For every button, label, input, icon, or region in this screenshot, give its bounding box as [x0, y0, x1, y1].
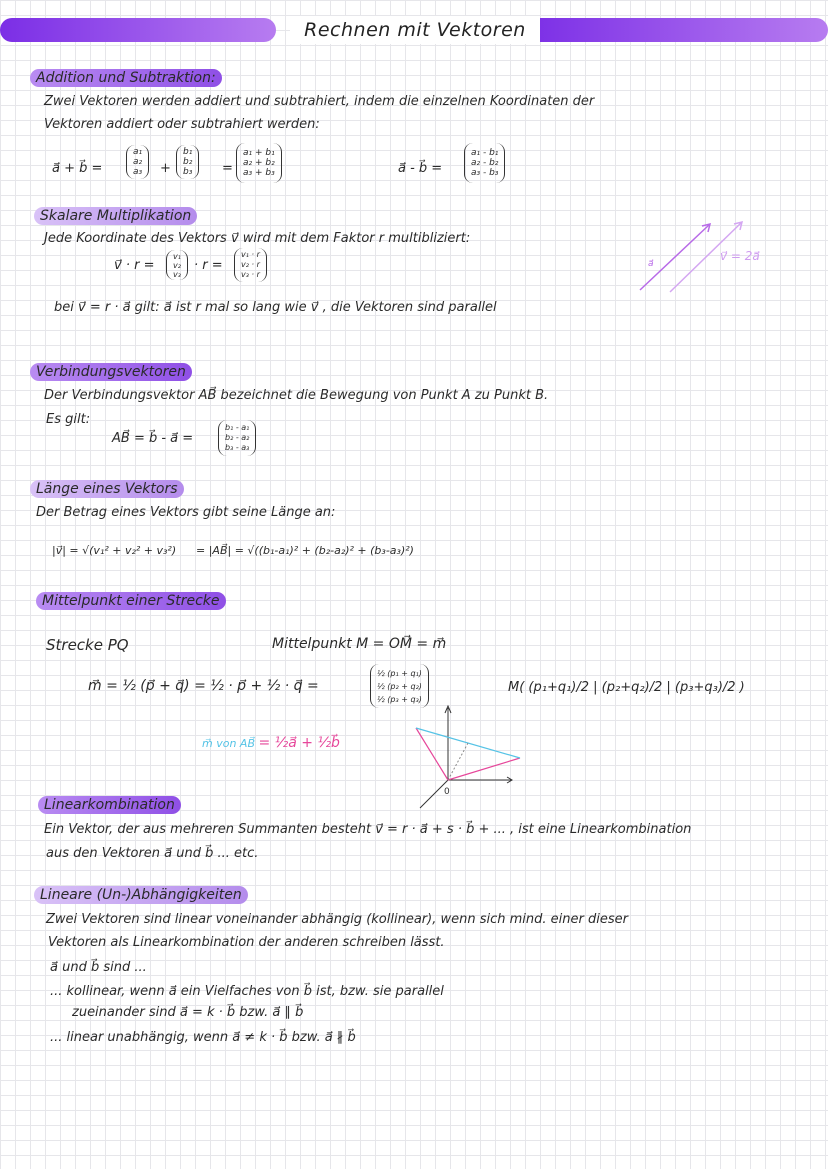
vector-vr-1: v₁ · r — [241, 250, 260, 259]
vector-ab-2: b₂ - a₂ — [225, 433, 250, 442]
abhaengig-text-6: ... linear unabhängig, wenn a⃗ ≠ k · b⃗ bzw. a⃗ ∦ b⃗ — [50, 1030, 356, 1045]
verbindung-text-2: Es gilt: — [46, 412, 91, 427]
linear-text-1: Ein Vektor, der aus mehreren Summanten besteht v⃗ = r · a⃗ + s · b⃗ + ... , ist eine Linearkombination — [44, 822, 692, 837]
subtraction-lhs: a⃗ - b⃗ = — [398, 161, 443, 176]
m-von-ab — [202, 735, 340, 751]
vector-b — [176, 145, 199, 179]
m-von-ab-prefix: m⃗ von AB⃗ — [202, 737, 255, 750]
heading-abhaengig: Lineare (Un-)Abhängigkeiten — [34, 886, 248, 904]
vector-diff-3: a₃ - b₃ — [471, 168, 499, 178]
vector-m-1: ½ (p₁ + q₁) — [377, 668, 422, 678]
heading-addition: Addition und Subtraktion: — [30, 69, 222, 87]
skalar-lhs: v⃗ · r = — [114, 258, 155, 273]
vector-sum-1: a₁ + b₁ — [243, 148, 275, 158]
vector-b-2: b₂ — [183, 157, 193, 167]
vector-ab-1: b₁ - a₁ — [225, 423, 250, 432]
strecke-label: Strecke PQ — [46, 636, 129, 654]
heading-mittelpunkt: Mittelpunkt einer Strecke — [36, 592, 226, 610]
laenge-formula-1: |v⃗| = √(v₁² + v₂² + v₃²) — [52, 544, 177, 557]
vector-sum — [236, 143, 282, 183]
verbindung-text-1: Der Verbindungsvektor AB⃗ bezeichnet die Bewegung von Punkt A zu Punkt B. — [44, 388, 549, 403]
laenge-text: Der Betrag eines Vektors gibt seine Länge an: — [36, 505, 336, 520]
abhaengig-text-4: ... kollinear, wenn a⃗ ein Vielfaches von b⃗ ist, bzw. sie parallel — [50, 984, 444, 999]
vector-a-1: a₁ — [133, 147, 143, 157]
sketch-label-v: v⃗ = 2a⃗ — [720, 249, 760, 263]
origin-label: 0 — [444, 787, 450, 797]
parallel-vectors-sketch — [630, 210, 820, 300]
m-von-ab-value: = ½a⃗ + ½b⃗ — [258, 735, 340, 751]
vector-a-3: a₃ — [133, 167, 143, 177]
vector-vr-2: v₂ · r — [241, 260, 260, 269]
vector-diff-2: a₂ - b₂ — [471, 158, 499, 168]
vector-m-3: ½ (p₃ + q₃) — [377, 694, 422, 704]
laenge-formula-2: = |AB⃗| = √((b₁-a₁)² + (b₂-a₂)² + (b₃-a₃)²) — [196, 544, 414, 557]
abhaengig-text-2: Vektoren als Linearkombination der anderen schreiben lässt. — [48, 935, 445, 950]
vector-sum-3: a₃ + b₃ — [243, 168, 275, 178]
heading-linear: Linearkombination — [38, 796, 181, 814]
vector-ab — [218, 420, 256, 456]
abhaengig-text-1: Zwei Vektoren sind linear voneinander abhängig (kollinear), wenn sich mind. einer dieser — [46, 912, 628, 927]
plus-sign: + — [160, 161, 171, 176]
skalar-text-2: bei v⃗ = r · a⃗ gilt: a⃗ ist r mal so lang wie v⃗ , die Vektoren sind parallel — [54, 300, 497, 315]
vector-v — [166, 250, 188, 280]
addition-lhs: a⃗ + b⃗ = — [52, 161, 103, 176]
banner-bar-right — [526, 18, 828, 42]
vector-vr-3: v₃ · r — [241, 270, 260, 279]
mittelpunkt-formula: m⃗ = ½ (p⃗ + q⃗) = ½ · p⃗ + ½ · q⃗ = — [88, 678, 319, 694]
vector-q-line — [448, 758, 520, 780]
skalar-times-r: · r = — [194, 258, 223, 273]
verbindung-formula: AB⃗ = b⃗ - a⃗ = — [112, 431, 194, 446]
mittelpunkt-label: Mittelpunkt M = OM⃗ = m⃗ — [272, 636, 447, 652]
addition-text-2: Vektoren addiert oder subtrahiert werden: — [44, 117, 320, 132]
vector-a-line — [640, 224, 710, 290]
midpoint-sketch — [400, 700, 540, 812]
heading-laenge: Länge eines Vektors — [30, 480, 184, 498]
vector-sum-2: a₂ + b₂ — [243, 158, 275, 168]
heading-skalar: Skalare Multiplikation — [34, 207, 197, 225]
vector-vr — [234, 248, 267, 282]
vector-a-2: a₂ — [133, 157, 143, 167]
vector-v-2: v₂ — [173, 260, 181, 270]
vector-ab-3: b₃ - a₃ — [225, 443, 250, 452]
vector-v-3: v₃ — [173, 269, 181, 279]
vector-v-1: v₁ — [173, 251, 181, 261]
vector-b-3: b₃ — [183, 167, 193, 177]
page-title: Rechnen mit Vektoren — [290, 16, 540, 44]
abhaengig-text-3: a⃗ und b⃗ sind ... — [50, 960, 147, 975]
vector-diff-1: a₁ - b₁ — [471, 148, 499, 158]
addition-text-1: Zwei Vektoren werden addiert und subtrahiert, indem die einzelnen Koordinaten der — [44, 94, 595, 109]
heading-verbindung: Verbindungsvektoren — [30, 363, 192, 381]
equals-sign: = — [222, 161, 233, 176]
linear-text-2: aus den Vektoren a⃗ und b⃗ ... etc. — [46, 846, 259, 861]
abhaengig-text-5: zueinander sind a⃗ = k · b⃗ bzw. a⃗ ∥ b⃗ — [72, 1005, 304, 1020]
banner-bar-left — [0, 18, 276, 42]
skalar-text-1: Jede Koordinate des Vektors v⃗ wird mit dem Faktor r multibliziert: — [44, 231, 471, 246]
vector-b-1: b₁ — [183, 147, 193, 157]
vector-diff — [464, 143, 505, 183]
vector-m-2: ½ (p₂ + q₂) — [377, 681, 422, 691]
vector-a — [126, 145, 149, 179]
sketch-label-a: a⃗ — [648, 259, 654, 269]
mittelpunkt-point: M( (p₁+q₁)/2 | (p₂+q₂)/2 | (p₃+q₃)/2 ) — [508, 680, 745, 695]
